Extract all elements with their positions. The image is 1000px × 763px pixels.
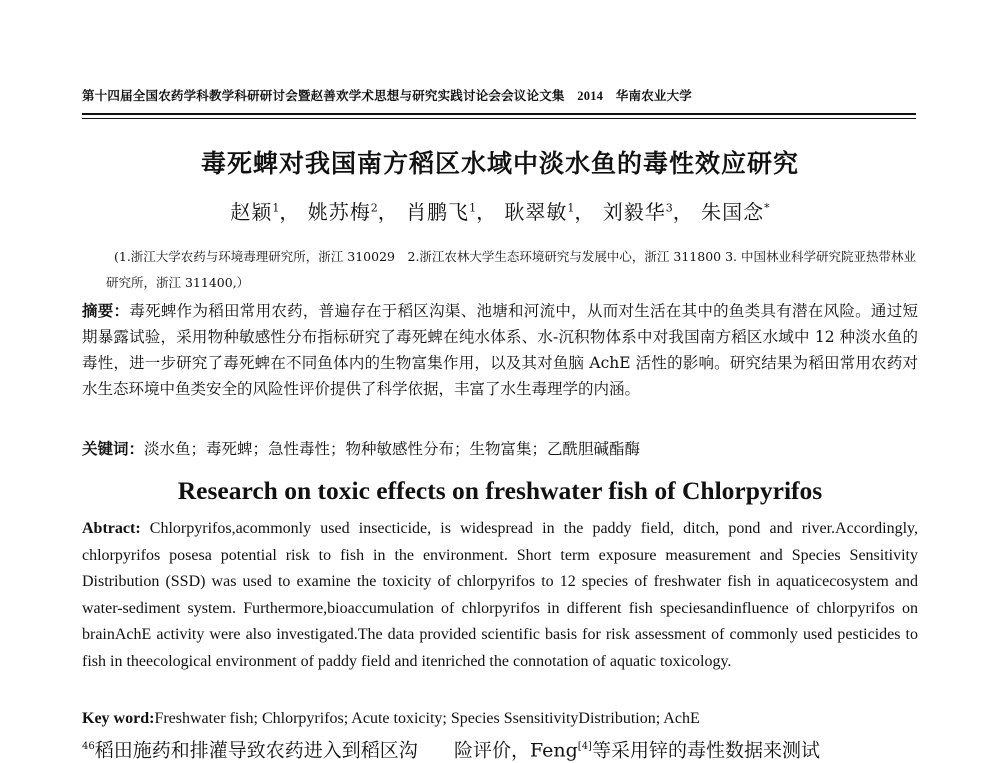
author-name: 姚苏梅 xyxy=(307,200,371,224)
abstract-en-label: Abtract: xyxy=(82,520,141,537)
abstract-cn-label: 摘要： xyxy=(82,302,130,320)
keywords-en-label: Key word: xyxy=(82,710,155,727)
author-name: 朱国念 xyxy=(701,200,765,224)
body-text-cutoff xyxy=(82,734,918,763)
header-rule-thick xyxy=(82,113,916,115)
author-affiliation-mark: 3 xyxy=(665,201,673,215)
author-separator: ， xyxy=(476,200,498,224)
keywords-cn-label: 关键词： xyxy=(82,440,145,458)
abstract-cn-text: 毒死蜱作为稻田常用农药，普遍存在于稻区沟渠、池塘和河流中，从而对生活在其中的鱼类具有潜在风险。通过短期暴露试验，采用物种敏感性分布指标研究了毒死蜱在纯水体系、水-沉积物体系中对我国南方稻区水域中 12 种淡水鱼的毒性，进一步研究了毒死蜱在不同鱼体内的生物富集作用，以及其对鱼脑 AchE 活性的影响。研究结果为稻田常用农药对水生态环境中鱼类安全的风险性评价提供了科学依据，丰富了水生毒理学的内涵。 xyxy=(82,302,918,398)
author-separator: ， xyxy=(279,200,301,224)
author-affiliation-mark: 1 xyxy=(567,201,575,215)
header-rule-thin xyxy=(82,118,916,119)
author-corresponding-mark: * xyxy=(764,201,770,215)
author-separator: ， xyxy=(574,200,596,224)
affiliations: (1.浙江大学农药与环境毒理研究所，浙江 310029 2.浙江农林大学生态环境研究与发展中心，浙江 311800 3. 中国林业科学研究院亚热带林业研究所，浙江 311400,） xyxy=(106,249,916,290)
body-text-left: 稻田施药和排灌导致农药进入到稻区沟 xyxy=(94,739,418,762)
author-name: 赵颖 xyxy=(230,200,273,224)
keywords-en-text: Freshwater fish; Chlorpyrifos; Acute toxicity; Species SsensitivityDistribution; AchE xyxy=(154,710,700,727)
author-separator: ， xyxy=(377,200,399,224)
author-name: 肖鹏飞 xyxy=(406,200,470,224)
author-separator: ， xyxy=(672,200,694,224)
line-number: 46 xyxy=(82,741,95,752)
author-name: 耿翠敏 xyxy=(504,200,568,224)
keywords-cn xyxy=(82,436,918,462)
keywords-cn-text: 淡水鱼；毒死蜱；急性毒性；物种敏感性分布；生物富集；乙酰胆碱酯酶 xyxy=(144,440,641,458)
abstract-en xyxy=(82,516,918,675)
abstract-en-text: Chlorpyrifos,acommonly used insecticide, is widespread in the paddy field, ditch, pond and river.Accordingly, chlorpyrifos posesa potential risk to fish in the environment. Short term exposure measurement and Species Sensitivity Distribution (SSD) was used to examine the toxicity of chlorpyrifos to 12 species of freshwater fish in aquaticecosystem and water-sediment system. Furthermore,bioaccumulation of chlorpyrifos in different fish speciesandinfluence of chlorpyrifos on brainAchE activity were also investigated.The data provided scientific basis for risk assessment of commonly used pesticides to fish in theecological environment of paddy field and itenriched the connotation of aquatic toxicology. xyxy=(82,520,918,670)
author-name: 刘毅华 xyxy=(602,200,666,224)
author-affiliation-mark: 1 xyxy=(272,201,280,215)
paper-title-cn: 毒死蜱对我国南方稻区水域中淡水鱼的毒性效应研究 xyxy=(200,149,799,178)
author-list xyxy=(0,196,1000,225)
author-affiliation-mark: 2 xyxy=(370,201,378,215)
keywords-en xyxy=(82,706,918,732)
abstract-cn xyxy=(82,298,918,402)
running-header: 第十四届全国农药学科教学科研研讨会暨赵善欢学术思想与研究实践讨论会会议论文集 2014 华南农业大学 xyxy=(82,89,693,103)
citation-ref: [4] xyxy=(577,741,592,752)
body-text-right-tail: 等采用锌的毒性数据来测试 xyxy=(591,739,820,762)
author-affiliation-mark: 1 xyxy=(469,201,477,215)
body-text-right: 险评价，Feng xyxy=(454,739,578,762)
paper-title-en: Research on toxic effects on freshwater fish of Chlorpyrifos xyxy=(177,476,823,505)
